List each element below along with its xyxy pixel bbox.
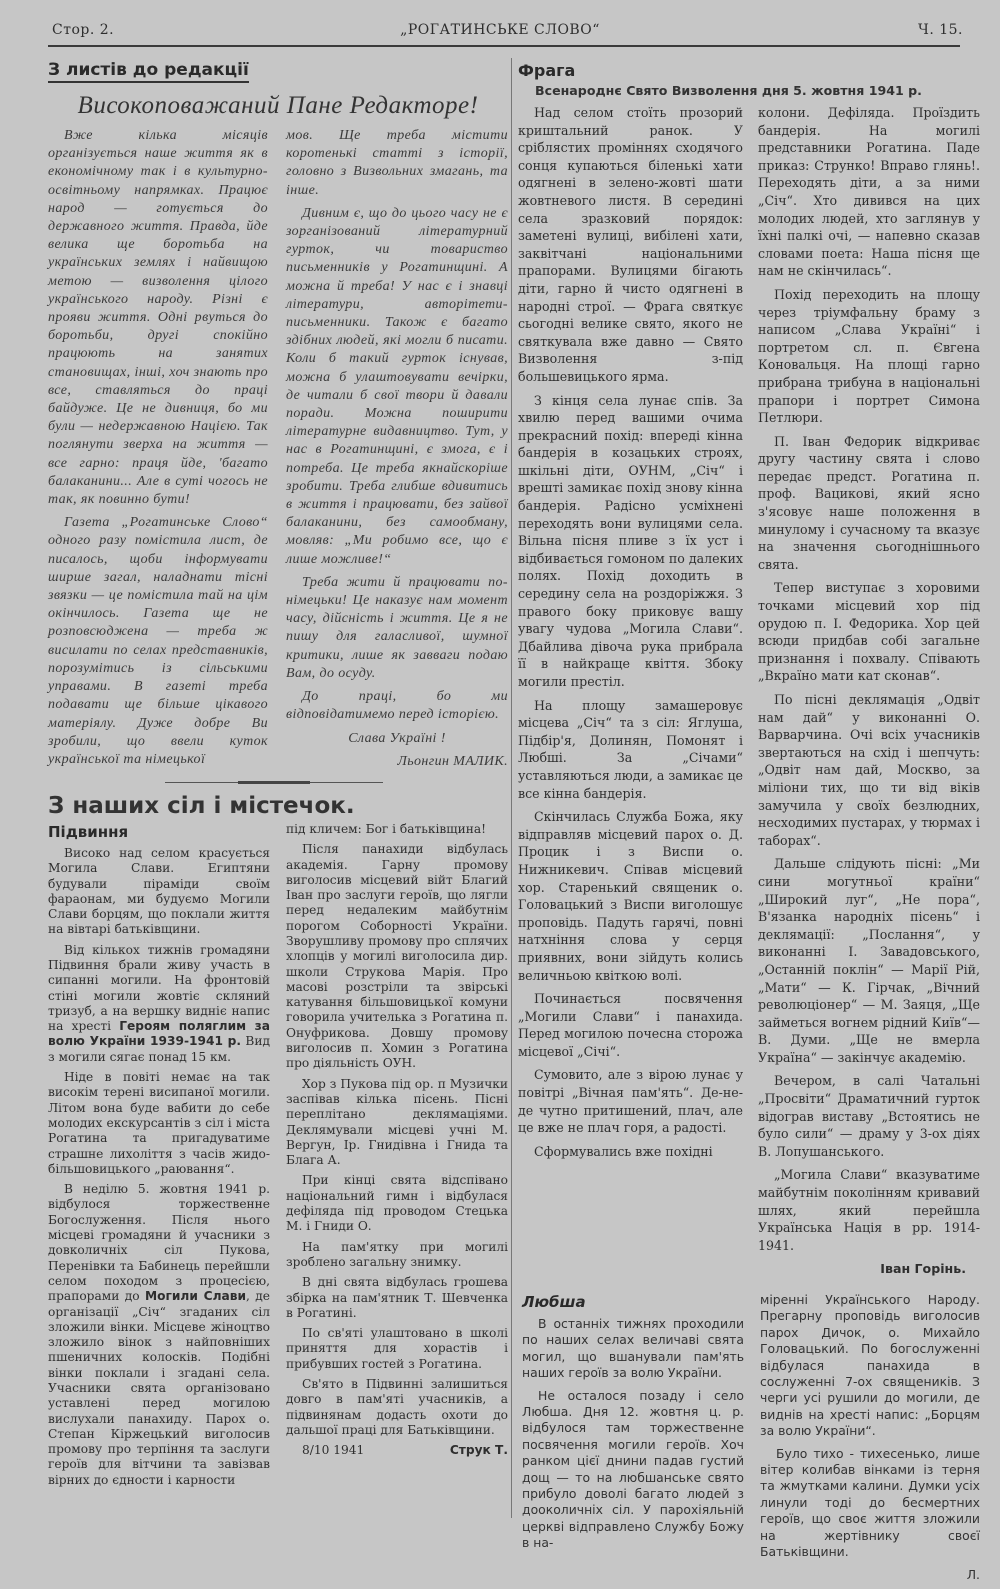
- fraga-column-2: [758, 104, 980, 1284]
- paragraph: Хор з Пукова під ор. п Музички заспівав кілька пісень. Пісні переплітано деклямаціями. Деклямували місцеві учні М. Вергун, Ір. Гнидівна і Гнида та Блага А.: [286, 1076, 508, 1168]
- article-signature: Струк Т.: [449, 1443, 508, 1458]
- liubsha-column-2: [760, 1292, 980, 1589]
- fraga-heading: Фрага: [518, 61, 576, 80]
- paragraph: Вечером, в салі Чатальні „Просвіти“ Драматичний гурток відограв виставу „Встоятись не було сили“ — драму у 3-ох діях В. Лопушанського.: [758, 1073, 980, 1159]
- liubsha-column-1: [518, 1292, 744, 1558]
- text: , де організації „Січ“ згаданих сіл зложили вінки. Місцеве жіноцтво зложило вінок з найповніших пшеничних колосків. Подібні вінки поклали і згадані села. Учасники свята організовано уставлені перед могилою вислухали панахиду. Парох о. Степан Кіржецький виголосив промову про терпіння та заслуги героїв для вітчини та завізвав вірних до єдности і карности: [48, 1289, 270, 1487]
- page-number: Стор. 2.: [52, 22, 115, 38]
- paragraph: Скінчилась Служба Божа, яку відправляв місцевий парох о. Д. Процик і з Виспи о. Нижникевич. Співав місцевий хор. Старенький священик о. Головацький з Виспи виголошує проповідь. Падуть гарячі, повні натхніння слова у серця приявних, вони зійдуть колись величньою квіткою волі.: [518, 809, 743, 983]
- paragraph: під кличем: Бог і батьківщина!: [286, 821, 487, 836]
- paragraph: Вже кілька місяців організується наше життя як в економічному так і в культурно-освітньому напрямках. Працює народ — готується до державного життя. Правда, йде велика ще боротьба на українських землях і найвищою метою — визволення цілого українського народу. Різні є прояви життя. Одні рвуться до боротьби, другі спокійно працюють на занятих становищах, інші, хоч знають про все, ставляться до праці байдуже. Це не дивниця, бо ми були — недержавною Нацією. Так поглянути зверха на життя — все гарно: праця йде, 'багато балаканини... Але в суті чогось не так, як повинно бути!: [48, 128, 268, 508]
- paragraph: На площу замашеровує місцева „Січ“ та з сіл: Яглуша, Підбір'я, Долинян, Помонят і Любші. За „Січами“ уставляються люди, а замикає це все кінна бандерія.: [518, 697, 743, 801]
- letter-title: Високоповажаний Пане Редакторе!: [77, 92, 479, 119]
- fraga-subtitle: Всенароднє Свято Визволення дня 5. жовтня 1941 р.: [535, 83, 922, 98]
- issue-number: Ч. 15.: [918, 22, 963, 38]
- text: В неділю 5. жовтня 1941 р. відбулося торжественне Богослуження. Після нього місцеві громадяни й учасники з довколичніх сіл Пукова, Перенівки та Бабинець перейшли селом походом з процесією, прапорами до: [48, 1182, 270, 1304]
- paragraph: Було тихо - тихесенько, лише вітер колибав вінками із терня та жмутками калини. Думки усіх линули тоді до бесмертних героїв, що своє життя зложили на жертівнику своєї Батьківщини.: [760, 1445, 980, 1560]
- section-separator: [48, 780, 508, 786]
- paragraph: На пам'ятку при могилі зроблено загальну знимку.: [286, 1239, 508, 1269]
- section-separator-center: [238, 781, 310, 784]
- mohyla-slavy-bold: Могили Слави: [144, 1289, 246, 1304]
- paragraph: Тепер виступає з хоровими точками місцевий хор під орудою п. І. Федорика. Хор цей всюди придбав собі загальне признання і похвалу. Співають „Вкраїно мати кат сконав“.: [758, 580, 980, 684]
- header-rule: [48, 45, 960, 47]
- pidvynnia-column-1: [48, 822, 270, 1493]
- text: Вид з могили сягає понад 15 км.: [48, 1034, 270, 1064]
- pidvynnia-heading: Підвиння: [48, 822, 129, 841]
- paragraph: При кінці свята відспівано національний гимн і відбулася дефіляда під проводом Стецька М. і Гниди О.: [286, 1173, 508, 1234]
- right-half: [518, 60, 980, 1589]
- paragraph: колони. Дефіляда. Проїздить бандерія. На могилі представники Рогатина. Паде приказ: Струнко! Вправо глянь!. Переходять діти, а за ними „Січ“. Хто дивився на цих молодих людей, хто заглянув у їхні палкі очі, — напевно сказав словами поета: Наша пісня ще нам не скінчилась“.: [758, 105, 980, 279]
- letter-column-1: [48, 127, 268, 774]
- paragraph: По пісні деклямація „Одвіт нам дай“ у виконанні О. Варварчина. Очі всіх учасників звертаються на схід і шепчуть: „Одвіт нам дай, Москво, за міліони тих, що ти від віків замучила у своїх безлюдних, несходимих пустарах, у тюрмах і таборах“.: [758, 692, 980, 848]
- paragraph: Сумовито, але з вірою лунає у повітрі „Вічная пам'ять“. Де-не-де чутно притишений, плач, але це вже не плач горя, а радості.: [518, 1067, 743, 1136]
- paragraph: Дальше слідують пісні: „Ми сини могутньої країни“ „Широкий луг“, „Не пора“, В'язанка народніх пісень“ і деклямації: „Послання“, у виконанні І. Завадовського, „Останній поклін“ — Марії Рій, „Мати“ — К. Гірчак, „Вічний революціонер“ — М. Заяця, „Ще займеться вогнем рідний Київ“— В. Думи. „Ще не вмерла Україна“ — закінчує академію.: [758, 856, 980, 1065]
- liubsha-heading: Любша: [522, 1293, 586, 1311]
- paragraph: В останніх тижнях проходили по наших селах величаві свята могил, що вшанували пам'ять наших героїв за волю України.: [522, 1316, 744, 1381]
- paragraph: Св'ято в Підвинні залишиться довго в пам'яті учасників, а підвинянам додасть охоти до дальшої праці для Батьківщини.: [286, 1377, 508, 1437]
- paragraph: Починається посвячення „Могили Слави“ і панахида. Перед могилою почесна сторожа місцевої „Січі“.: [518, 991, 743, 1059]
- letters-section-heading: З листів до редакції: [48, 60, 249, 83]
- pidvynnia-columns: [48, 822, 508, 1493]
- paragraph: З кінця села лунає спів. За хвилю перед вашими очима прекрасний похід: впереді кінна бандерія в козацьких строях, шкільні діти, ОУНМ, „Січ“ і врешті замикає похід знову кінна бандерія. Радісно усміхнені переходять вони вулицями села. Вільна пісня пливе з їх уст і відбивається гомоном по далеких полях. Похід доходить в середину села на роздоріжжя. З правого боку приковує вашу увагу чудова „Могила Слави“. Дбайлива дівоча рука прибрала її в найкраще квіття. Збоку могили престіл.: [518, 392, 743, 689]
- paragraph: Після панахиди відбулась академія. Гарну промову виголосив місцевий війт Благий Іван про заслуги героїв, що лягли перед недалеким майбутнім порогом Соборності України. Зворушливу промову про сплячих хлопців у могилі виголосила дир. школи Струкова Марія. Про масові розстріли та звірські катування більшовицької комуни говорила учителька з Рогатина п. Онуфрикова. Довшу промову виголосив п. Хомин з Рогатина про діяльність ОУН.: [286, 842, 508, 1071]
- paragraph: Над селом стоїть прозорий криштальний ранок. У сріблястих проміннях сходячого сонця купаються біленькі хати одягнені в зелено-жовті шати жовтневого листя. В середині села зразковий порядок: заметені вулиці, вибілені хати, заквітчані національними прапорами. Вулицями бігають діти, гарно й чисто одягнені в народні строї. — Фрага святкує сьогодні велике свято, якого не святкувала вже давно — Свято Визволення з-під большевицького ярма.: [518, 105, 743, 384]
- fraga-column-1: [518, 104, 743, 1166]
- paragraph: мов. Ще треба містити коротенькі статті з історії, головно з Визвольних змагань, та інше.: [286, 128, 508, 198]
- text: Від кількох тижнів громадяни Підвиння брали живу участь в сипанні могили. На фронтовій стіні могили жовтіє скляний тризуб, а на вершку видніє напис на хресті: [48, 942, 270, 1034]
- fraga-signature: Іван Горінь.: [880, 1261, 966, 1277]
- paragraph: До праці, бо ми відповідатимемо перед історією.: [286, 689, 508, 723]
- paragraph: Не осталося позаду і село Любша. Дня 12. жовтня ц. р. відбулося там торжественне посвячення могили героїв. Хоч ранком цієї днини падав густий дощ — то на любшанське свято прибуло доволі багато людей з дооколичніх сіл. У парохіяльній церкві відправлено Службу Божу в на-: [522, 1387, 744, 1551]
- letter-signature: Льонгин МАЛИК.: [397, 753, 508, 769]
- paragraph: „Могила Слави“ вказуватиме майбутнім поколінням кривавий шлях, який перейшла Українська Нація в рр. 1914-1941.: [758, 1167, 980, 1253]
- paragraph: П. Іван Федорик відкриває другу частину свята і слово передає предст. Рогатина п. проф. Вацикові, який ясно з'ясовує наше положення в минулому і сучасному та вказує на значення сьогоднішнього свята.: [758, 433, 980, 572]
- liubsha-columns: [518, 1292, 980, 1589]
- closing-salutation: Слава Україні !: [348, 730, 446, 746]
- left-half: [48, 60, 508, 1493]
- dateline: [286, 1443, 508, 1458]
- paragraph: [48, 943, 270, 1065]
- letter-column-2: [286, 127, 508, 776]
- paragraph: міренні Українського Народу. Прегарну проповідь виголосив парох Дичок, о. Михайло Головацький. По богослуженні відбулася панахида в сослуженні 7-ох священиків. З черги усі рушили до могили, де виднів на хресті напис: „Борцям за волю України“.: [760, 1292, 980, 1439]
- paragraph: Сформувались вже похідні: [534, 1143, 713, 1159]
- villages-section-heading: З наших сіл і містечок.: [48, 792, 355, 819]
- paragraph: В дні свята відбулась грошева збірка на пам'ятник Т. Шевченка в Рогатині.: [286, 1275, 508, 1320]
- paragraph: Газета „Рогатинське Слово“ одного разу помістила лист, де писалось, щоби інформувати ширше загал, наладнати тісні звязки — це помістила тай на цім окінчилось. Газета ще не розповсюджена — треба ж висилати по селах представників, порозумітись із сільськими управами. В газеті треба подавати ще більше цікавого матеріялу. Дуже добре Ви зробили, що ввели куток української та німецької: [48, 515, 268, 767]
- liubsha-signature: Л.: [966, 1566, 980, 1582]
- newspaper-title: „РОГАТИНСЬКЕ СЛОВО“: [400, 22, 600, 38]
- paragraph: Високо над селом красується Могила Слави. Египтяни будували піраміди своїм фараонам, ми будуємо Могили Слави борцям, що поклали життя на вівтарі батьківщини.: [48, 845, 270, 937]
- paragraph: Ніде в повіті немає на так високім терені висипаної могили. Літом вона буде вабити до себе молодих екскурсантів з сіл і міста Рогатина та пригадуватиме страшне лихоліття з часів жидо-більшовицького „раювання“.: [48, 1070, 270, 1176]
- letter-columns: [48, 127, 508, 776]
- paragraph: Треба жити й працювати по-німецьки! Це наказує нам момент часу, дійсність і життя. Це я не пишу для галасливої, шумної критики, лише як завваги подаю Вам, до осуду.: [286, 574, 508, 681]
- paragraph: Дивним є, що до цього часу не є зорганізований літературний гурток, чи товариство письменників у Рогатинщині. А можна й треба! У нас є і знавці літератури, авторітети-письменники. Також є багато здібних людей, які могли б писати. Коли б такий гурток існував, можна б улаштовувати вечірки, де читали б свої твори й давали поради. Можна поширити літературне видавництво. Тут, у нас в Рогатинщині, є змога, є і потреба. Це треба якнайскоріше зробити. Треба глибше вдивитись в життя і працювати, без зайвої балаканини, без самообману, мовляв: „Ми робимо все, що є лише можливе!“: [286, 205, 508, 567]
- paragraph: Похід переходить на площу через тріумфальну браму з написом „Слава Україні“ і портретом сл. п. Євгена Коновальця. На площі гарно прибрана трибуна в національні прапори і портрет Симона Петлюри.: [758, 286, 980, 426]
- paragraph: По св'яті улаштовано в школі приняття для хорастів і прибувших гостей з Рогатина.: [286, 1326, 508, 1371]
- article-date: 8/10 1941: [302, 1443, 365, 1458]
- column-divider: [511, 58, 512, 1518]
- pidvynnia-column-2: [286, 822, 508, 1459]
- inscription-bold: Героям поляглим за волю України 1939-1941 р.: [48, 1019, 270, 1049]
- fraga-columns: [518, 104, 980, 1284]
- paragraph: [48, 1182, 270, 1488]
